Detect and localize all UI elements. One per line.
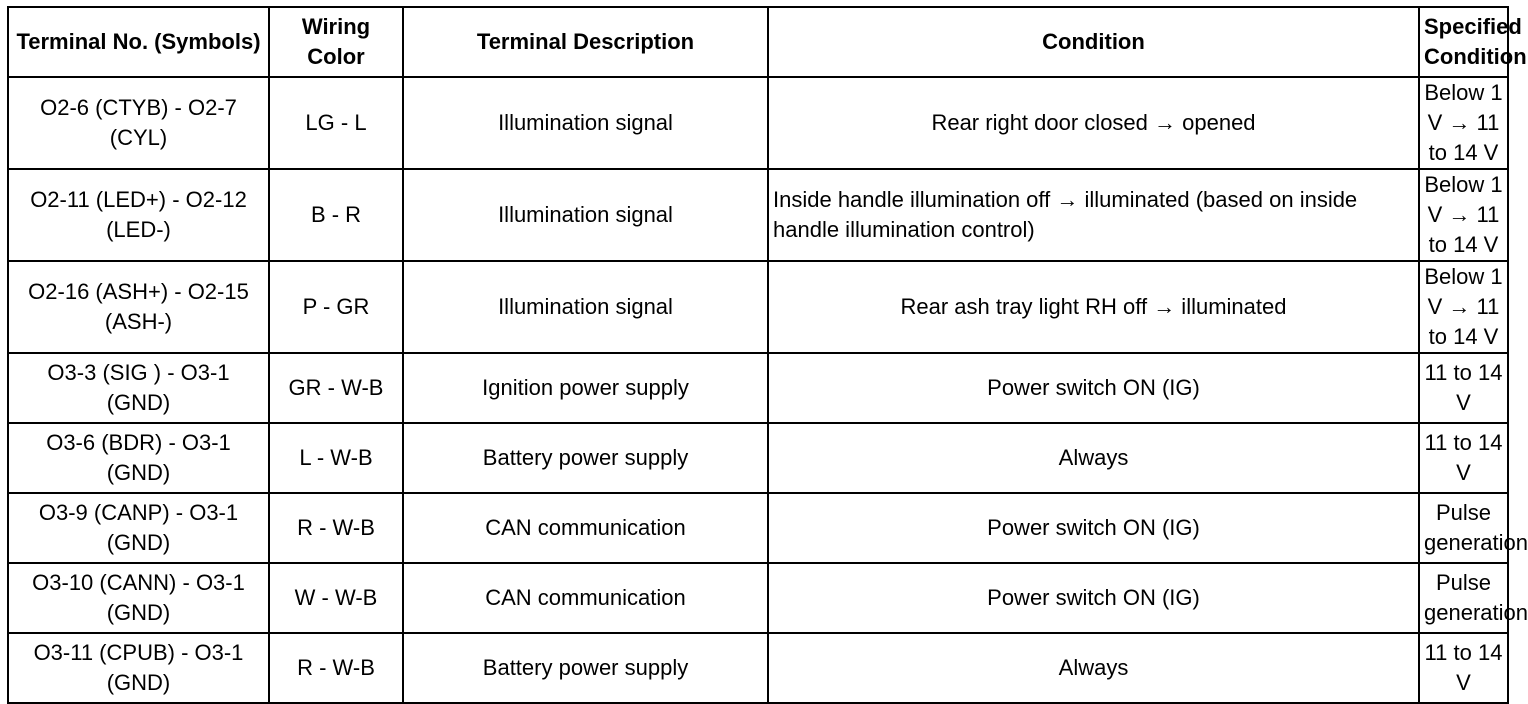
terminal-no-cell: O2-16 (ASH+) - O2-15 (ASH-) (8, 261, 269, 353)
condition-cell: Power switch ON (IG) (768, 563, 1419, 633)
terminal-description-cell: Illumination signal (403, 77, 768, 169)
table-row (8, 353, 1508, 423)
wiring-color-cell: LG - L (269, 77, 403, 169)
terminal-description-cell: CAN communication (403, 493, 768, 563)
wiring-color-cell: P - GR (269, 261, 403, 353)
terminal-no-cell: O2-11 (LED+) - O2-12 (LED-) (8, 169, 269, 261)
specified-condition-cell: 11 to 14 V (1419, 633, 1508, 703)
condition-cell: Always (768, 423, 1419, 493)
condition-cell: Inside handle illumination off → illuminated (based on inside handle illumination control) (768, 169, 1419, 261)
table-row (8, 423, 1508, 493)
terminal-no-cell: O3-11 (CPUB) - O3-1 (GND) (8, 633, 269, 703)
terminal-description-cell: Ignition power supply (403, 353, 768, 423)
terminal-no-cell: O3-3 (SIG ) - O3-1 (GND) (8, 353, 269, 423)
wiring-color-cell: R - W-B (269, 633, 403, 703)
wiring-color-cell: R - W-B (269, 493, 403, 563)
table-row (8, 563, 1508, 633)
terminal-no-cell: O3-10 (CANN) - O3-1 (GND) (8, 563, 269, 633)
terminal-description-cell: CAN communication (403, 563, 768, 633)
wiring-color-cell: B - R (269, 169, 403, 261)
wiring-color-cell: W - W-B (269, 563, 403, 633)
specified-condition-cell: Below 1 V → 11 to 14 V (1419, 261, 1508, 353)
terminal-description-cell: Illumination signal (403, 169, 768, 261)
condition-cell: Always (768, 633, 1419, 703)
specified-condition-cell: Below 1 V → 11 to 14 V (1419, 77, 1508, 169)
condition-cell: Power switch ON (IG) (768, 493, 1419, 563)
specified-condition-cell: Pulse generation (1419, 563, 1508, 633)
terminal-description-cell: Battery power supply (403, 633, 768, 703)
terminal-description-cell: Battery power supply (403, 423, 768, 493)
specified-condition-cell: Pulse generation (1419, 493, 1508, 563)
table-row (8, 169, 1508, 261)
table-header-row (8, 7, 1508, 77)
terminal-no-cell: O2-6 (CTYB) - O2-7 (CYL) (8, 77, 269, 169)
table-row (8, 493, 1508, 563)
header-terminal-no: Terminal No. (Symbols) (8, 7, 269, 77)
header-wiring-color: Wiring Color (269, 7, 403, 77)
specified-condition-cell: 11 to 14 V (1419, 423, 1508, 493)
wiring-color-cell: GR - W-B (269, 353, 403, 423)
specified-condition-cell: 11 to 14 V (1419, 353, 1508, 423)
condition-cell: Rear right door closed → opened (768, 77, 1419, 169)
terminal-description-cell: Illumination signal (403, 261, 768, 353)
condition-cell: Rear ash tray light RH off → illuminated (768, 261, 1419, 353)
terminal-no-cell: O3-6 (BDR) - O3-1 (GND) (8, 423, 269, 493)
table-row (8, 633, 1508, 703)
header-specified-condition: Specified Condition (1419, 7, 1508, 77)
terminal-table-container (7, 6, 1528, 704)
specified-condition-cell: Below 1 V → 11 to 14 V (1419, 169, 1508, 261)
header-terminal-description: Terminal Description (403, 7, 768, 77)
terminal-spec-table (7, 6, 1528, 704)
table-row (8, 77, 1508, 169)
header-condition: Condition (768, 7, 1419, 77)
wiring-color-cell: L - W-B (269, 423, 403, 493)
table-row (8, 261, 1508, 353)
terminal-no-cell: O3-9 (CANP) - O3-1 (GND) (8, 493, 269, 563)
condition-cell: Power switch ON (IG) (768, 353, 1419, 423)
